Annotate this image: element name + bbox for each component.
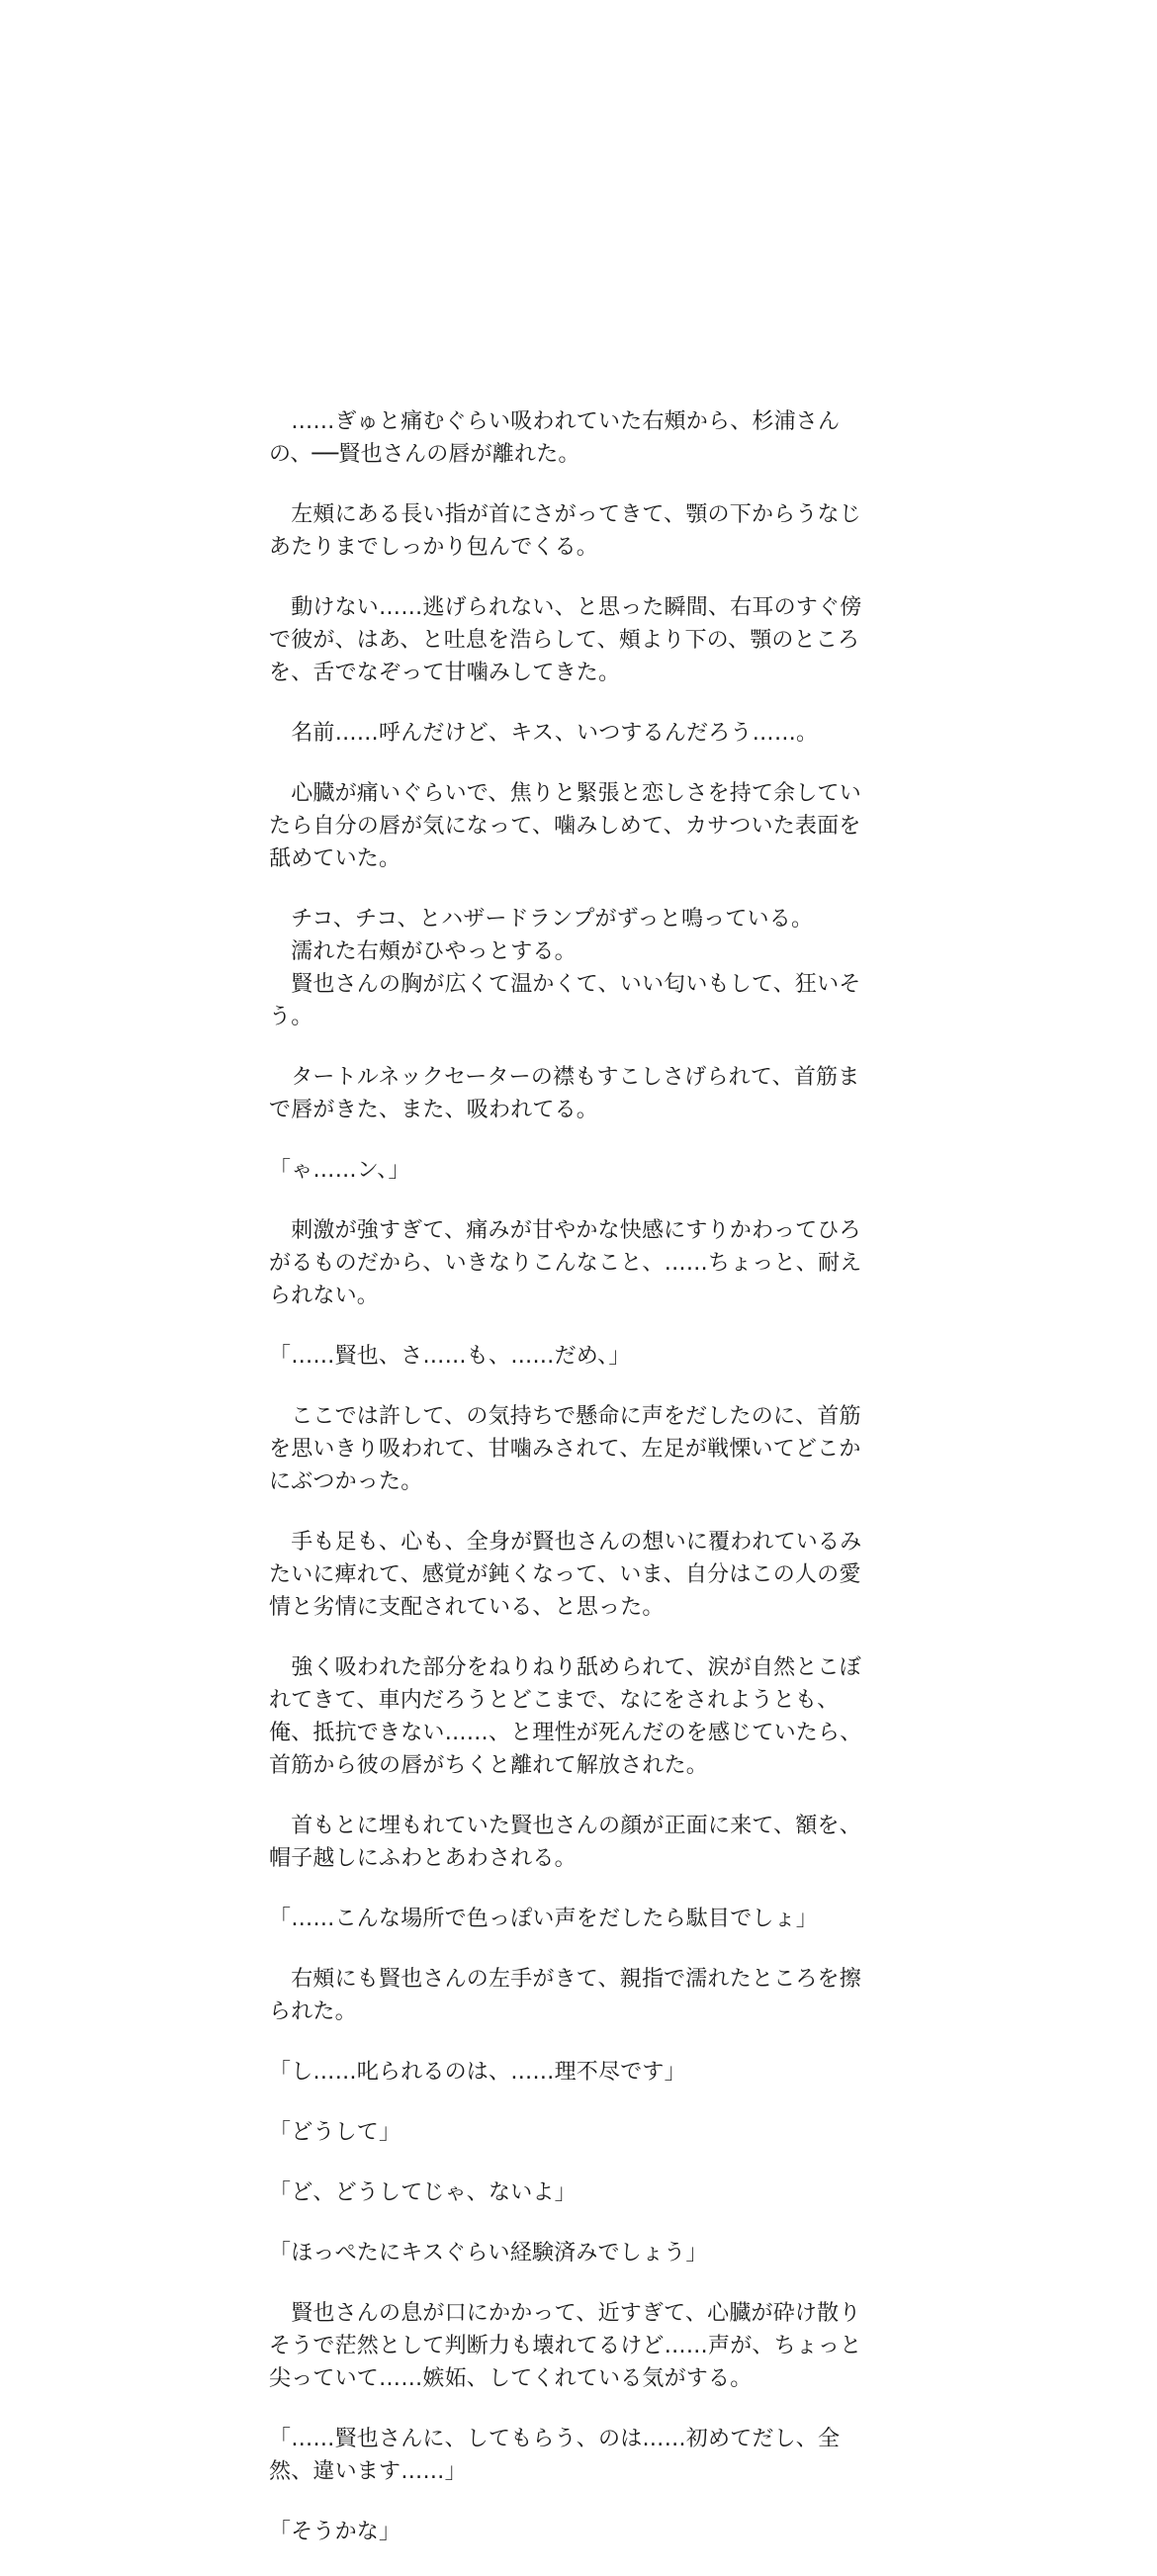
text-line: を思いきり吸われて、甘噛みされて、左足が戦慄いてどこか xyxy=(269,1437,861,1462)
paragraph xyxy=(269,903,882,1033)
text-line: で唇がきた、また、吸われてる。 xyxy=(269,1098,599,1122)
paragraph xyxy=(269,2297,882,2395)
paragraph xyxy=(269,1214,882,1312)
paragraph xyxy=(269,1963,882,2028)
text-line: 濡れた右頰がひやっとする。 xyxy=(269,939,577,964)
text-line: 「……こんな場所で色っぽい声をだしたら駄目でしょ」 xyxy=(269,1907,819,1931)
text-line: あたりまでしっかり包んでくる。 xyxy=(269,535,599,560)
text-line: 舐めていた。 xyxy=(269,846,401,871)
text-line: ここでは許して、の気持ちで懸命に声をだしたのに、首筋 xyxy=(269,1404,861,1429)
paragraph xyxy=(269,1903,882,1935)
text-line: 刺激が強すぎて、痛みが甘やかな快感にすりかわってひろ xyxy=(269,1218,861,1243)
text-line: う。 xyxy=(269,1005,313,1029)
paragraph xyxy=(269,2056,882,2088)
text-line: 情と劣情に支配されている、と思った。 xyxy=(269,1595,665,1620)
text-line: 手も足も、心も、全身が賢也さんの想いに覆われているみ xyxy=(269,1530,862,1554)
text-line: 「し……叱られるのは、……理不尽です」 xyxy=(269,2060,686,2085)
text-line: の、──賢也さんの唇が離れた。 xyxy=(269,442,580,467)
text-line: 首もとに埋もれていた賢也さんの顔が正面に来て、額を、 xyxy=(269,1814,861,1838)
text-line: 尖っていて……嫉妬、してくれている気がする。 xyxy=(269,2366,753,2391)
text-line: れてきて、車内だろうとどこまで、なにをされようとも、 xyxy=(269,1688,840,1713)
text-line: 「ど、どうしてじゃ、ないよ」 xyxy=(269,2180,577,2205)
paragraph xyxy=(269,2516,882,2548)
paragraph xyxy=(269,2423,882,2488)
paragraph xyxy=(269,498,882,564)
paragraph xyxy=(269,2116,882,2149)
text-line: 「そうかな」 xyxy=(269,2520,401,2544)
paragraph xyxy=(269,717,882,750)
text-line: がるものだから、いきなりこんなこと、……ちょっと、耐え xyxy=(269,1251,862,1276)
text-line: 「……賢也、さ……も、……だめ、」 xyxy=(269,1344,631,1369)
paragraph xyxy=(269,777,882,875)
text-line: 「ほっぺたにキスぐらい経験済みでしょう」 xyxy=(269,2241,708,2265)
text-line: 賢也さんの胸が広くて温かくて、いい匂いもして、狂いそ xyxy=(269,972,861,997)
paragraph xyxy=(269,1154,882,1187)
text-line: たら自分の唇が気になって、噛みしめて、カサついた表面を xyxy=(269,814,861,839)
text-line: 「どうして」 xyxy=(269,2120,401,2145)
story-text xyxy=(269,405,882,2576)
text-line: 俺、抵抗できない……、と理性が死んだのを感じていたら、 xyxy=(269,1721,862,1745)
text-line: 右頰にも賢也さんの左手がきて、親指で濡れたところを擦 xyxy=(269,1967,861,1992)
text-line: そうで茫然として判断力も壊れてるけど……声が、ちょっと xyxy=(269,2334,862,2358)
text-line: で彼が、はあ、と吐息を浩らして、頰より下の、顎のところ xyxy=(269,628,860,653)
text-line: 左頰にある長い指が首にさがってきて、顎の下からうなじ xyxy=(269,502,861,527)
text-line: タートルネックセーターの襟もすこしさげられて、首筋ま xyxy=(269,1065,860,1090)
text-line: られた。 xyxy=(269,1999,357,2024)
text-line: 然、違います……」 xyxy=(269,2459,467,2484)
text-line: 「ゃ……ン、」 xyxy=(269,1158,410,1183)
text-line: 名前……呼んだけど、キス、いつするんだろう……。 xyxy=(269,721,819,746)
text-line: ……ぎゅと痛むぐらい吸われていた右頰から、杉浦さん xyxy=(269,409,841,434)
text-line: 心臓が痛いぐらいで、焦りと緊張と恋しさを持て余してい xyxy=(269,781,861,806)
text-line: 強く吸われた部分をねりねり舐められて、涙が自然とこぼ xyxy=(269,1655,861,1680)
paragraph xyxy=(269,2176,882,2209)
text-line: にぶつかった。 xyxy=(269,1469,423,1494)
text-line: 「……賢也さんに、してもらう、のは……初めてだし、全 xyxy=(269,2427,841,2451)
text-line: 首筋から彼の唇がちくと離れて解放された。 xyxy=(269,1753,709,1778)
text-line: チコ、チコ、とハザードランプがずっと鳴っている。 xyxy=(269,907,814,932)
text-line: 賢也さんの息が口にかかって、近すぎて、心臓が砕け散り xyxy=(269,2301,861,2326)
paragraph xyxy=(269,2237,882,2269)
text-line: 帽子越しにふわとあわされる。 xyxy=(269,1846,577,1871)
text-line: 動けない……逃げられない、と思った瞬間、右耳のすぐ傍 xyxy=(269,595,862,620)
paragraph xyxy=(269,1400,882,1498)
text-line: たいに痺れて、感覚が鈍くなって、いま、自分はこの人の愛 xyxy=(269,1562,861,1587)
paragraph xyxy=(269,591,882,689)
paragraph xyxy=(269,1651,882,1782)
text-line: を、舌でなぞって甘噛みしてきた。 xyxy=(269,661,621,685)
paragraph xyxy=(269,1810,882,1875)
paragraph xyxy=(269,1526,882,1624)
paragraph xyxy=(269,1061,882,1126)
paragraph xyxy=(269,1340,882,1373)
paragraph xyxy=(269,405,882,471)
text-line: られない。 xyxy=(269,1284,380,1308)
